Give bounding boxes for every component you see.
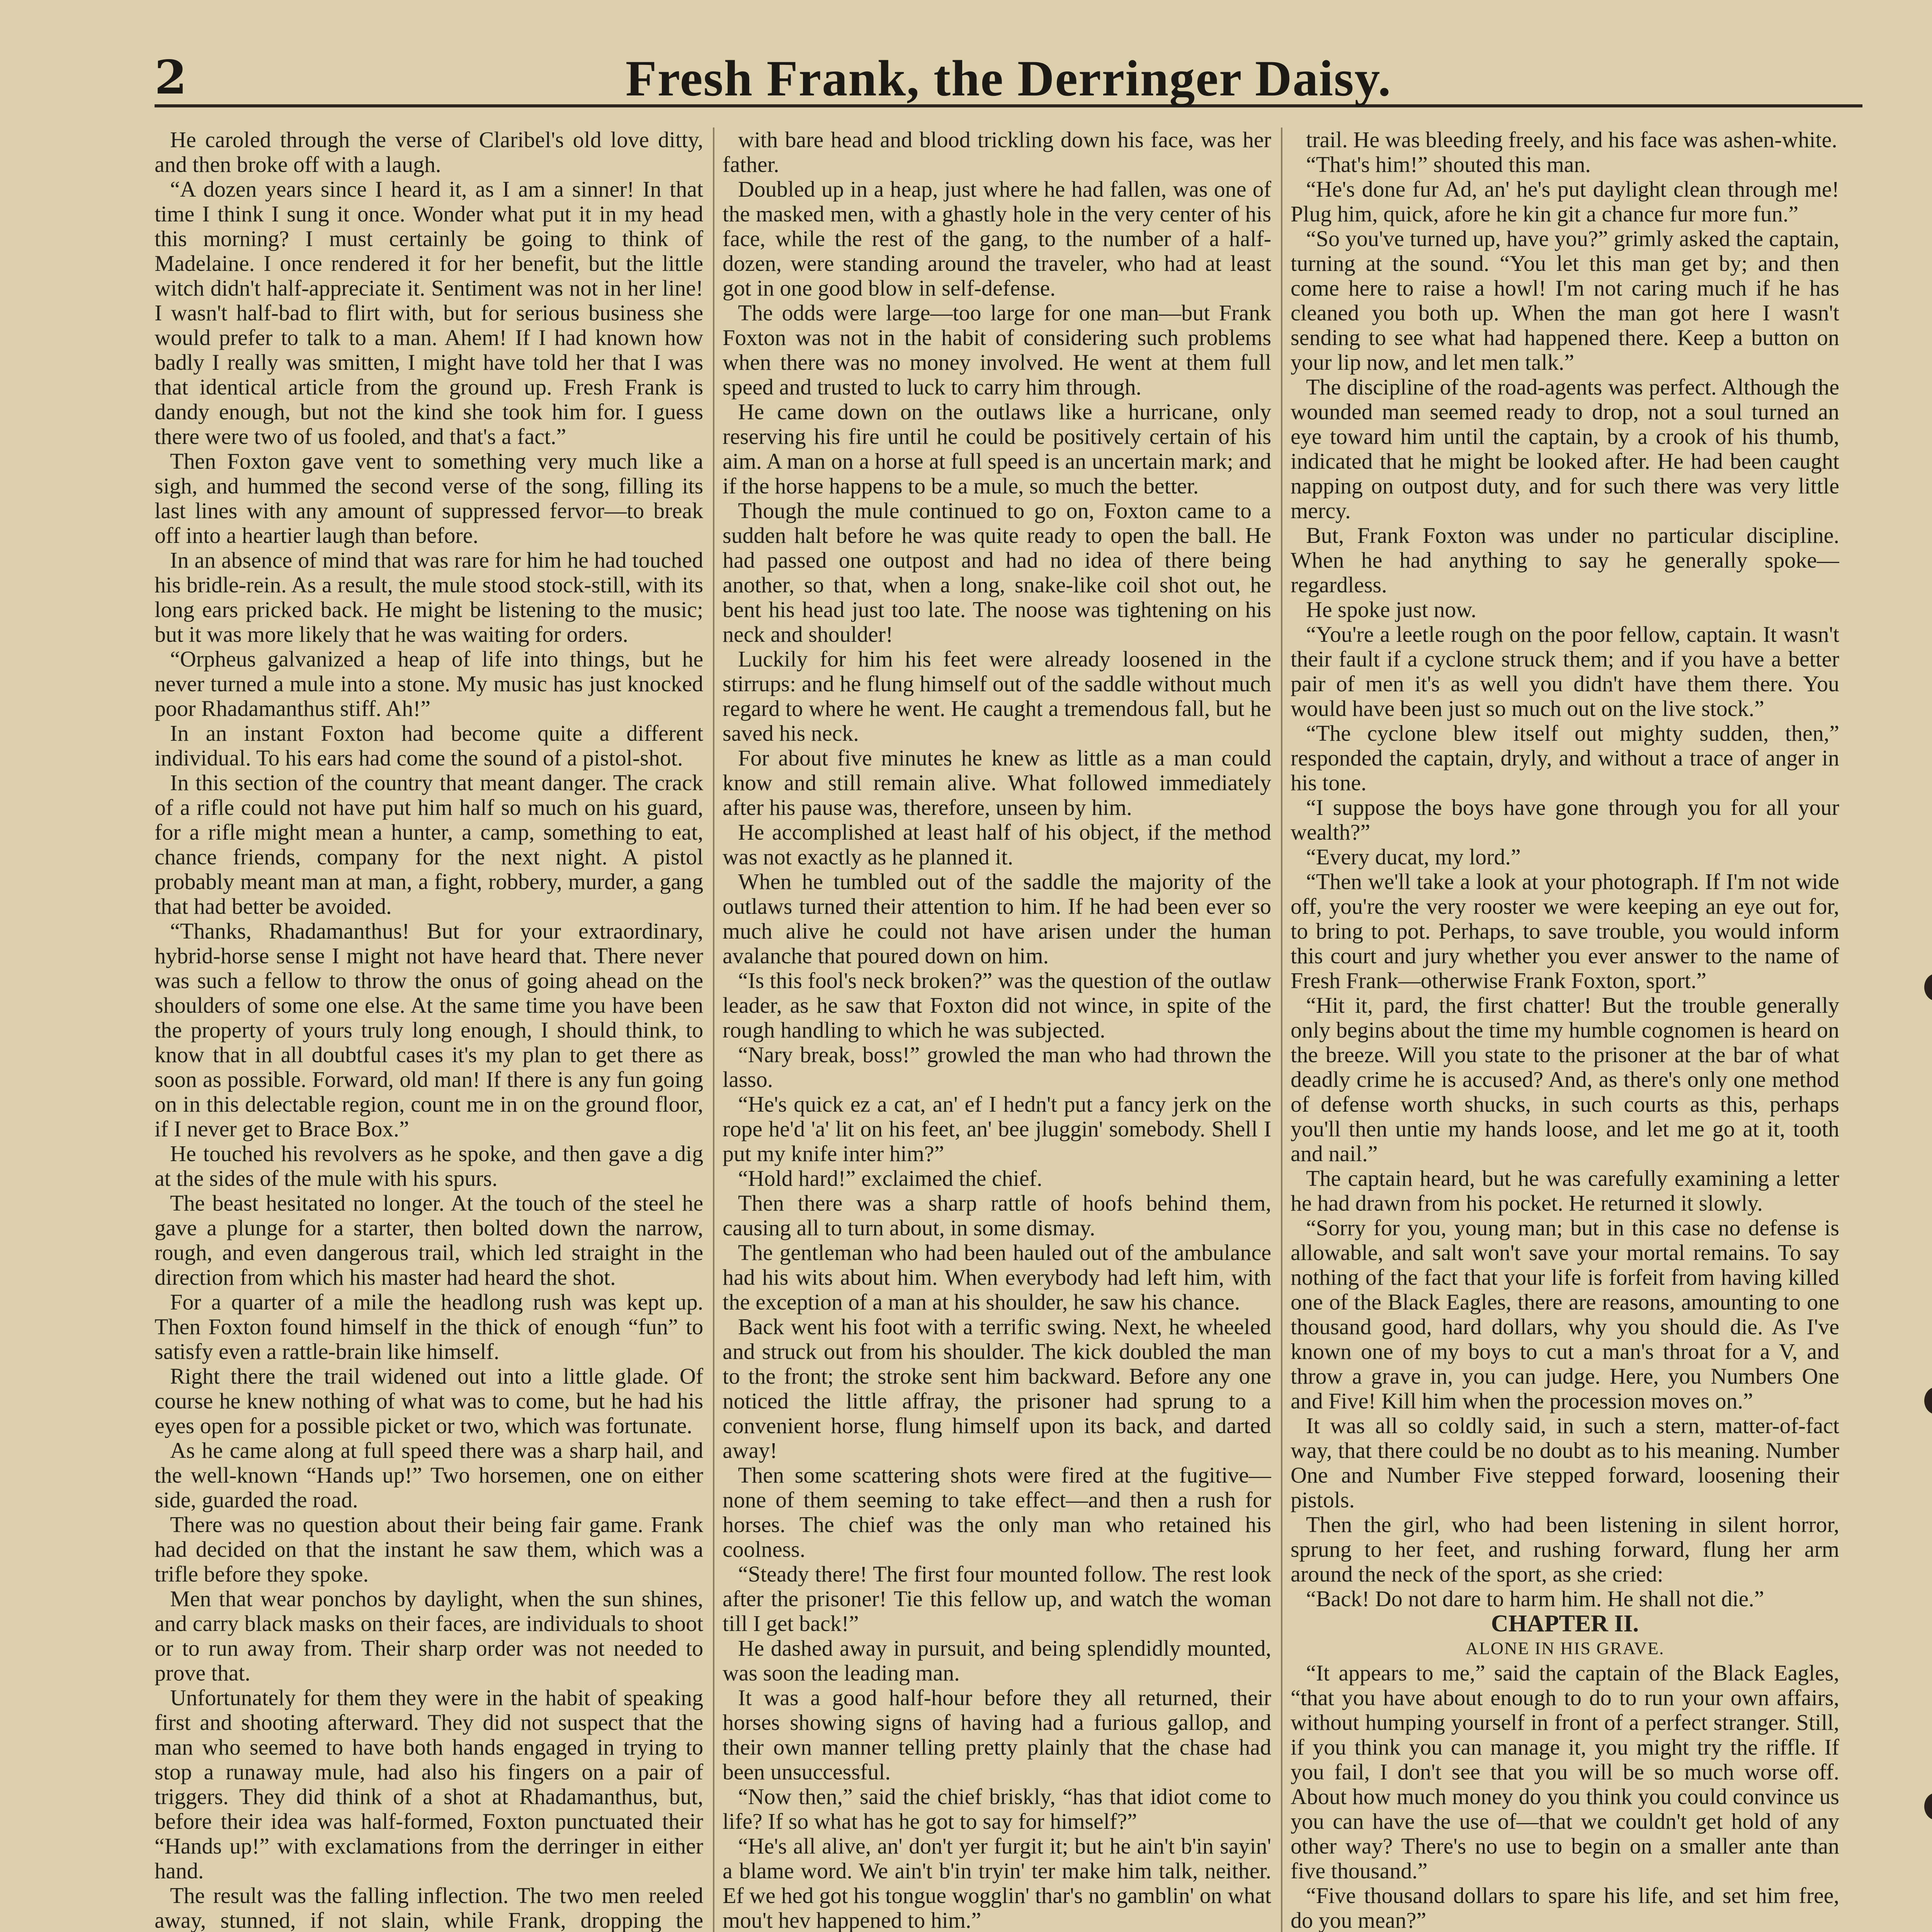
paragraph: “Steady there! The first four mounted follow. The rest look after the prisoner! Tie this fellow up, and watch the woman till I get back!” bbox=[723, 1561, 1271, 1636]
paragraph: Then the girl, who had been listening in silent horror, sprung to her feet, and rushing forward, flung her arm around the neck of the sport, as she cried: bbox=[1291, 1512, 1839, 1587]
paragraph: “It appears to me,” said the captain of the Black Eagles, “that you have about enough to do to run your own affairs, without humping yourself in front of a perfect stranger. Still, if you think you can manage it, you might try the riffle. If you fail, I don't see that you will be so much worse off. About how much money do you think you could convince us you can have the use of—that we couldn't get hold of any other way? There's no use to begin on a smaller ante than five thousand.” bbox=[1291, 1660, 1839, 1883]
text-column-2 bbox=[723, 128, 1271, 1932]
paragraph: There was no question about their being fair game. Frank had decided on that the instant he saw them, which was a trifle before they spoke. bbox=[155, 1512, 703, 1587]
paragraph: The captain heard, but he was carefully examining a letter he had drawn from his pocket. He returned it slowly. bbox=[1291, 1166, 1839, 1216]
paragraph: “Every ducat, my lord.” bbox=[1306, 844, 1521, 869]
paragraph: Then some scattering shots were fired at the fugitive—none of them seeming to take effect—and then a rush for horses. The chief was the only man who retained his coolness. bbox=[723, 1463, 1271, 1562]
paragraph: “Orpheus galvanized a heap of life into things, but he never turned a mule into a stone. My music has just knocked poor Rhadamanthus stiff. Ah!” bbox=[155, 646, 703, 721]
paragraph: “Now then,” said the chief briskly, “has that idiot come to life? If so what has he got to say for himself?” bbox=[723, 1784, 1271, 1834]
paragraph: Luckily for him his feet were already loosened in the stirrups: and he flung himself out of the saddle without much regard to where he went. He caught a tremendous fall, but he saved his neck. bbox=[723, 646, 1271, 746]
chapter-subheading: ALONE IN HIS GRAVE. bbox=[1465, 1638, 1665, 1658]
paragraph: “Five thousand dollars to spare his life, and set him free, do you mean?” bbox=[1291, 1883, 1839, 1932]
chapter-heading: CHAPTER II. bbox=[1491, 1611, 1639, 1637]
paragraph: Doubled up in a heap, just where he had fallen, was one of the masked men, with a ghastly hole in the very center of his face, while the rest of the gang, to the number of a half-dozen, were standing around the traveler, who had at least got in one good blow in self-defense. bbox=[723, 177, 1271, 301]
paragraph: He spoke just now. bbox=[1306, 597, 1476, 622]
paragraph: “You're a leetle rough on the poor fellow, captain. It wasn't their fault if a cyclone struck them; and if you have a better pair of men it's as well you didn't have them there. You would have been just so much out on the live stock.” bbox=[1291, 622, 1839, 721]
paragraph: “Nary break, boss!” growled the man who had thrown the lasso. bbox=[723, 1042, 1271, 1092]
paragraph: In an instant Foxton had become quite a different individual. To his ears had come the sound of a pistol-shot. bbox=[155, 721, 703, 770]
paragraph: “Hit it, pard, the first chatter! But the trouble generally only begins about the time my humble cognomen is heard on the breeze. Will you state to the prisoner at the bar of what deadly crime he is accused? And, as there's only one method of defense worth shucks, in such courts as this, perhaps you'll then untie my hands loose, and let me go at it, tooth and nail.” bbox=[1291, 993, 1839, 1166]
running-header bbox=[155, 46, 1862, 107]
paragraph: The odds were large—too large for one man—but Frank Foxton was not in the habit of considering such problems when there was no money involved. He went at them full speed and trusted to luck to carry him through. bbox=[723, 300, 1271, 400]
text-column-1 bbox=[155, 128, 703, 1932]
paragraph: The discipline of the road-agents was perfect. Although the wounded man seemed ready to drop, not a soul turned an eye toward him until the captain, by a crook of his thumb, indicated that he might be looked after. He had been caught napping on outpost duty, and for such there was very little mercy. bbox=[1291, 374, 1839, 523]
paragraph: with bare head and blood trickling down his face, was her father. bbox=[723, 128, 1271, 177]
paragraph: “Back! Do not dare to harm him. He shall not die.” bbox=[1306, 1586, 1764, 1611]
paragraph: Then there was a sharp rattle of hoofs behind them, causing all to turn about, in some dismay. bbox=[723, 1190, 1271, 1240]
paragraph: “So you've turned up, have you?” grimly asked the captain, turning at the sound. “You let this man get by; and then come here to raise a howl! I'm not caring much if he has cleaned you both up. When the man got here I wasn't sending to see what had happened there. Keep a button on your lip now, and let men talk.” bbox=[1291, 226, 1839, 375]
paragraph: The beast hesitated no longer. At the touch of the steel he gave a plunge for a starter, then bolted down the narrow, rough, and even dangerous trail, which led straight in the direction from which his master had heard the shot. bbox=[155, 1190, 703, 1290]
paragraph: But, Frank Foxton was under no particular discipline. When he had anything to say he generally spoke—regardless. bbox=[1291, 523, 1839, 597]
paragraph: Back went his foot with a terrific swing. Next, he wheeled and struck out from his shoulder. The kick doubled the man to the front; the stroke sent him backward. Before any one noticed the little affray, the prisoner had sprung to a convenient horse, flung himself upon its back, and darted away! bbox=[723, 1314, 1271, 1463]
paragraph: “Then we'll take a look at your photograph. If I'm not wide off, you're the very rooster we were keeping an eye out for, to bring to pot. Perhaps, to save trouble, you would inform this court and jury whether you ever answer to the name of Fresh Frank—otherwise Frank Foxton, sport.” bbox=[1291, 869, 1839, 993]
paragraph: The gentleman who had been hauled out of the ambulance had his wits about him. When everybody had left him, with the exception of a man at his shoulder, he saw his chance. bbox=[723, 1240, 1271, 1315]
paragraph: He caroled through the verse of Claribel's old love ditty, and then broke off with a laugh. bbox=[155, 128, 703, 177]
paragraph: In this section of the country that meant danger. The crack of a rifle could not have put him half so much on his guard, for a rifle might mean a hunter, a camp, something to eat, chance friends, company for the next night. A pistol probably meant man at man, a fight, robbery, murder, a gang that had better be avoided. bbox=[155, 770, 703, 919]
paragraph: It was a good half-hour before they all returned, their horses showing signs of having had a furious gallop, and their own manner telling pretty plainly that the chase had been unsuccessful. bbox=[723, 1685, 1271, 1784]
paragraph: It was all so coldly said, in such a stern, matter-of-fact way, that there could be no doubt as to his meaning. Number One and Number Five stepped forward, loosening their pistols. bbox=[1291, 1413, 1839, 1512]
paragraph: He touched his revolvers as he spoke, and then gave a dig at the sides of the mule with his spurs. bbox=[155, 1141, 703, 1191]
paragraph: “A dozen years since I heard it, as I am a sinner! In that time I think I sung it once. Wonder what put it in my head this morning? I must certainly be going to think of Madelaine. I once rendered it for her benefit, but the little witch didn't half-appreciate it. Sentiment was not in her line! I wasn't half-bad to flirt with, but for serious business she would prefer to talk to a man. Ahem! If I had known how badly I really was smitten, I might have told her that I was that identical article from the ground up. Fresh Frank is dandy enough, but not the kind she took him for. I guess there were two of us fooled, and that's a fact.” bbox=[155, 177, 703, 449]
page-number: 2 bbox=[155, 50, 187, 105]
paragraph: Then Foxton gave vent to something very much like a sigh, and hummed the second verse of the song, filling its last lines with any amount of suppressed fervor—to break off into a heartier laugh than before. bbox=[155, 449, 703, 548]
paragraph: He dashed away in pursuit, and being splendidly mounted, was soon the leading man. bbox=[723, 1636, 1271, 1685]
paragraph: “That's him!” shouted this man. bbox=[1306, 152, 1591, 177]
paragraph: “The cyclone blew itself out mighty sudden, then,” responded the captain, dryly, and without a trace of anger in his tone. bbox=[1291, 721, 1839, 795]
paragraph: Though the mule continued to go on, Foxton came to a sudden halt before he was quite ready to open the ball. He had passed one outpost and had no idea of there being another, so that, when a long, snake-like coil shot out, he bent his head just too late. The noose was tightening on his neck and shoulder! bbox=[723, 498, 1271, 647]
paragraph: In an absence of mind that was rare for him he had touched his bridle-rein. As a result, the mule stood stock-still, with its long ears pricked back. He might be listening to the music; but it was more likely that he was waiting for orders. bbox=[155, 548, 703, 647]
paragraph: “I suppose the boys have gone through you for all your wealth?” bbox=[1291, 795, 1839, 845]
paragraph: For a quarter of a mile the headlong rush was kept up. Then Foxton found himself in the thick of enough “fun” to satisfy even a rattle-brain like himself. bbox=[155, 1289, 703, 1364]
paragraph: He accomplished at least half of his object, if the method was not exactly as he planned it. bbox=[723, 820, 1271, 869]
paragraph: Unfortunately for them they were in the habit of speaking first and shooting afterward. They did not suspect that the man who seemed to have both hands engaged in trying to stop a runaway mule, had also his fingers on a pair of triggers. They did think of a shot at Rhadamanthus, but, before their idea was half-formed, Foxton punctuated their “Hands up!” with exclamations from the derringer in either hand. bbox=[155, 1685, 703, 1883]
paragraph: For about five minutes he knew as little as a man could know and still remain alive. What followed immediately after his pause was, therefore, unseen by him. bbox=[723, 745, 1271, 820]
paragraph: “He's all alive, an' don't yer furgit it; but he ain't b'in sayin' a blame word. We ain't b'in tryin' ter make him talk, neither. Ef we hed got his tongue wogglin' thar's no gamblin' on what mou't hev happened to him.” bbox=[723, 1833, 1271, 1932]
paragraph: “Thanks, Rhadamanthus! But for your extraordinary, hybrid-horse sense I might not have heard that. There never was such a fellow to throw the onus of going ahead on the shoulders of some one else. At the same time you have been the property of yours truly long enough, I should think, to know that in all doubtful cases it's my plan to get there as soon as possible. Forward, old man! If there is any fun going on in this delectable region, count me in on the ground floor, if I never get to Brace Box.” bbox=[155, 918, 703, 1141]
paragraph: Men that wear ponchos by daylight, when the sun shines, and carry black masks on their faces, are individuals to shoot or to run away from. Their sharp order was not needed to prove that. bbox=[155, 1586, 703, 1685]
paragraph: “Is this fool's neck broken?” was the question of the outlaw leader, as he saw that Foxton did not wince, in spite of the rough handling to which he was subjected. bbox=[723, 968, 1271, 1043]
paragraph: As he came along at full speed there was a sharp hail, and the well-known “Hands up!” Two horsemen, one on either side, guarded the road. bbox=[155, 1438, 703, 1512]
paragraph: trail. He was bleeding freely, and his face was ashen-white. bbox=[1306, 128, 1837, 152]
paragraph: When he tumbled out of the saddle the majority of the outlaws turned their attention to him. If he had been ever so much alive he could not have arisen under the human avalanche that poured down on him. bbox=[723, 869, 1271, 968]
paragraph: “Hold hard!” exclaimed the chief. bbox=[738, 1166, 1043, 1191]
paragraph: He came down on the outlaws like a hurricane, only reserving his fire until he could be positively certain of his aim. A man on a horse at full speed is an uncertain mark; and if the horse happens to be a mule, so much the better. bbox=[723, 399, 1271, 498]
running-title: Fresh Frank, the Derringer Daisy. bbox=[625, 50, 1392, 107]
paragraph: The result was the falling inflection. The two men reeled away, stunned, if not slain, while Frank, dropping the bbox=[155, 1883, 703, 1932]
paragraph: Right there the trail widened out into a little glade. Of course he knew nothing of what was to come, but he had his eyes open for a possible picket or two, which was fortunate. bbox=[155, 1364, 703, 1438]
text-column-3 bbox=[1291, 128, 1839, 1932]
column-rule bbox=[713, 128, 714, 1932]
column-rule bbox=[1281, 128, 1282, 1932]
paragraph: “He's quick ez a cat, an' ef I hedn't put a fancy jerk on the rope he'd 'a' lit on his feet, an' bee jluggin' somebody. Shell I put my knife inter him?” bbox=[723, 1092, 1271, 1166]
paragraph: “He's done fur Ad, an' he's put daylight clean through me! Plug him, quick, afore he kin git a chance fur more fun.” bbox=[1291, 177, 1839, 226]
paragraph: “Sorry for you, young man; but in this case no defense is allowable, and salt won't save your mortal remains. To say nothing of the fact that your life is forfeit from having killed one of the Black Eagles, there are reasons, amounting to one thousand good, hard dollars, why you should die. As I've known one of my boys to cut a man's throat for a V, and throw a grave in, you can judge. Here, you Numbers One and Five! Kill him when the procession moves on.” bbox=[1291, 1215, 1839, 1413]
